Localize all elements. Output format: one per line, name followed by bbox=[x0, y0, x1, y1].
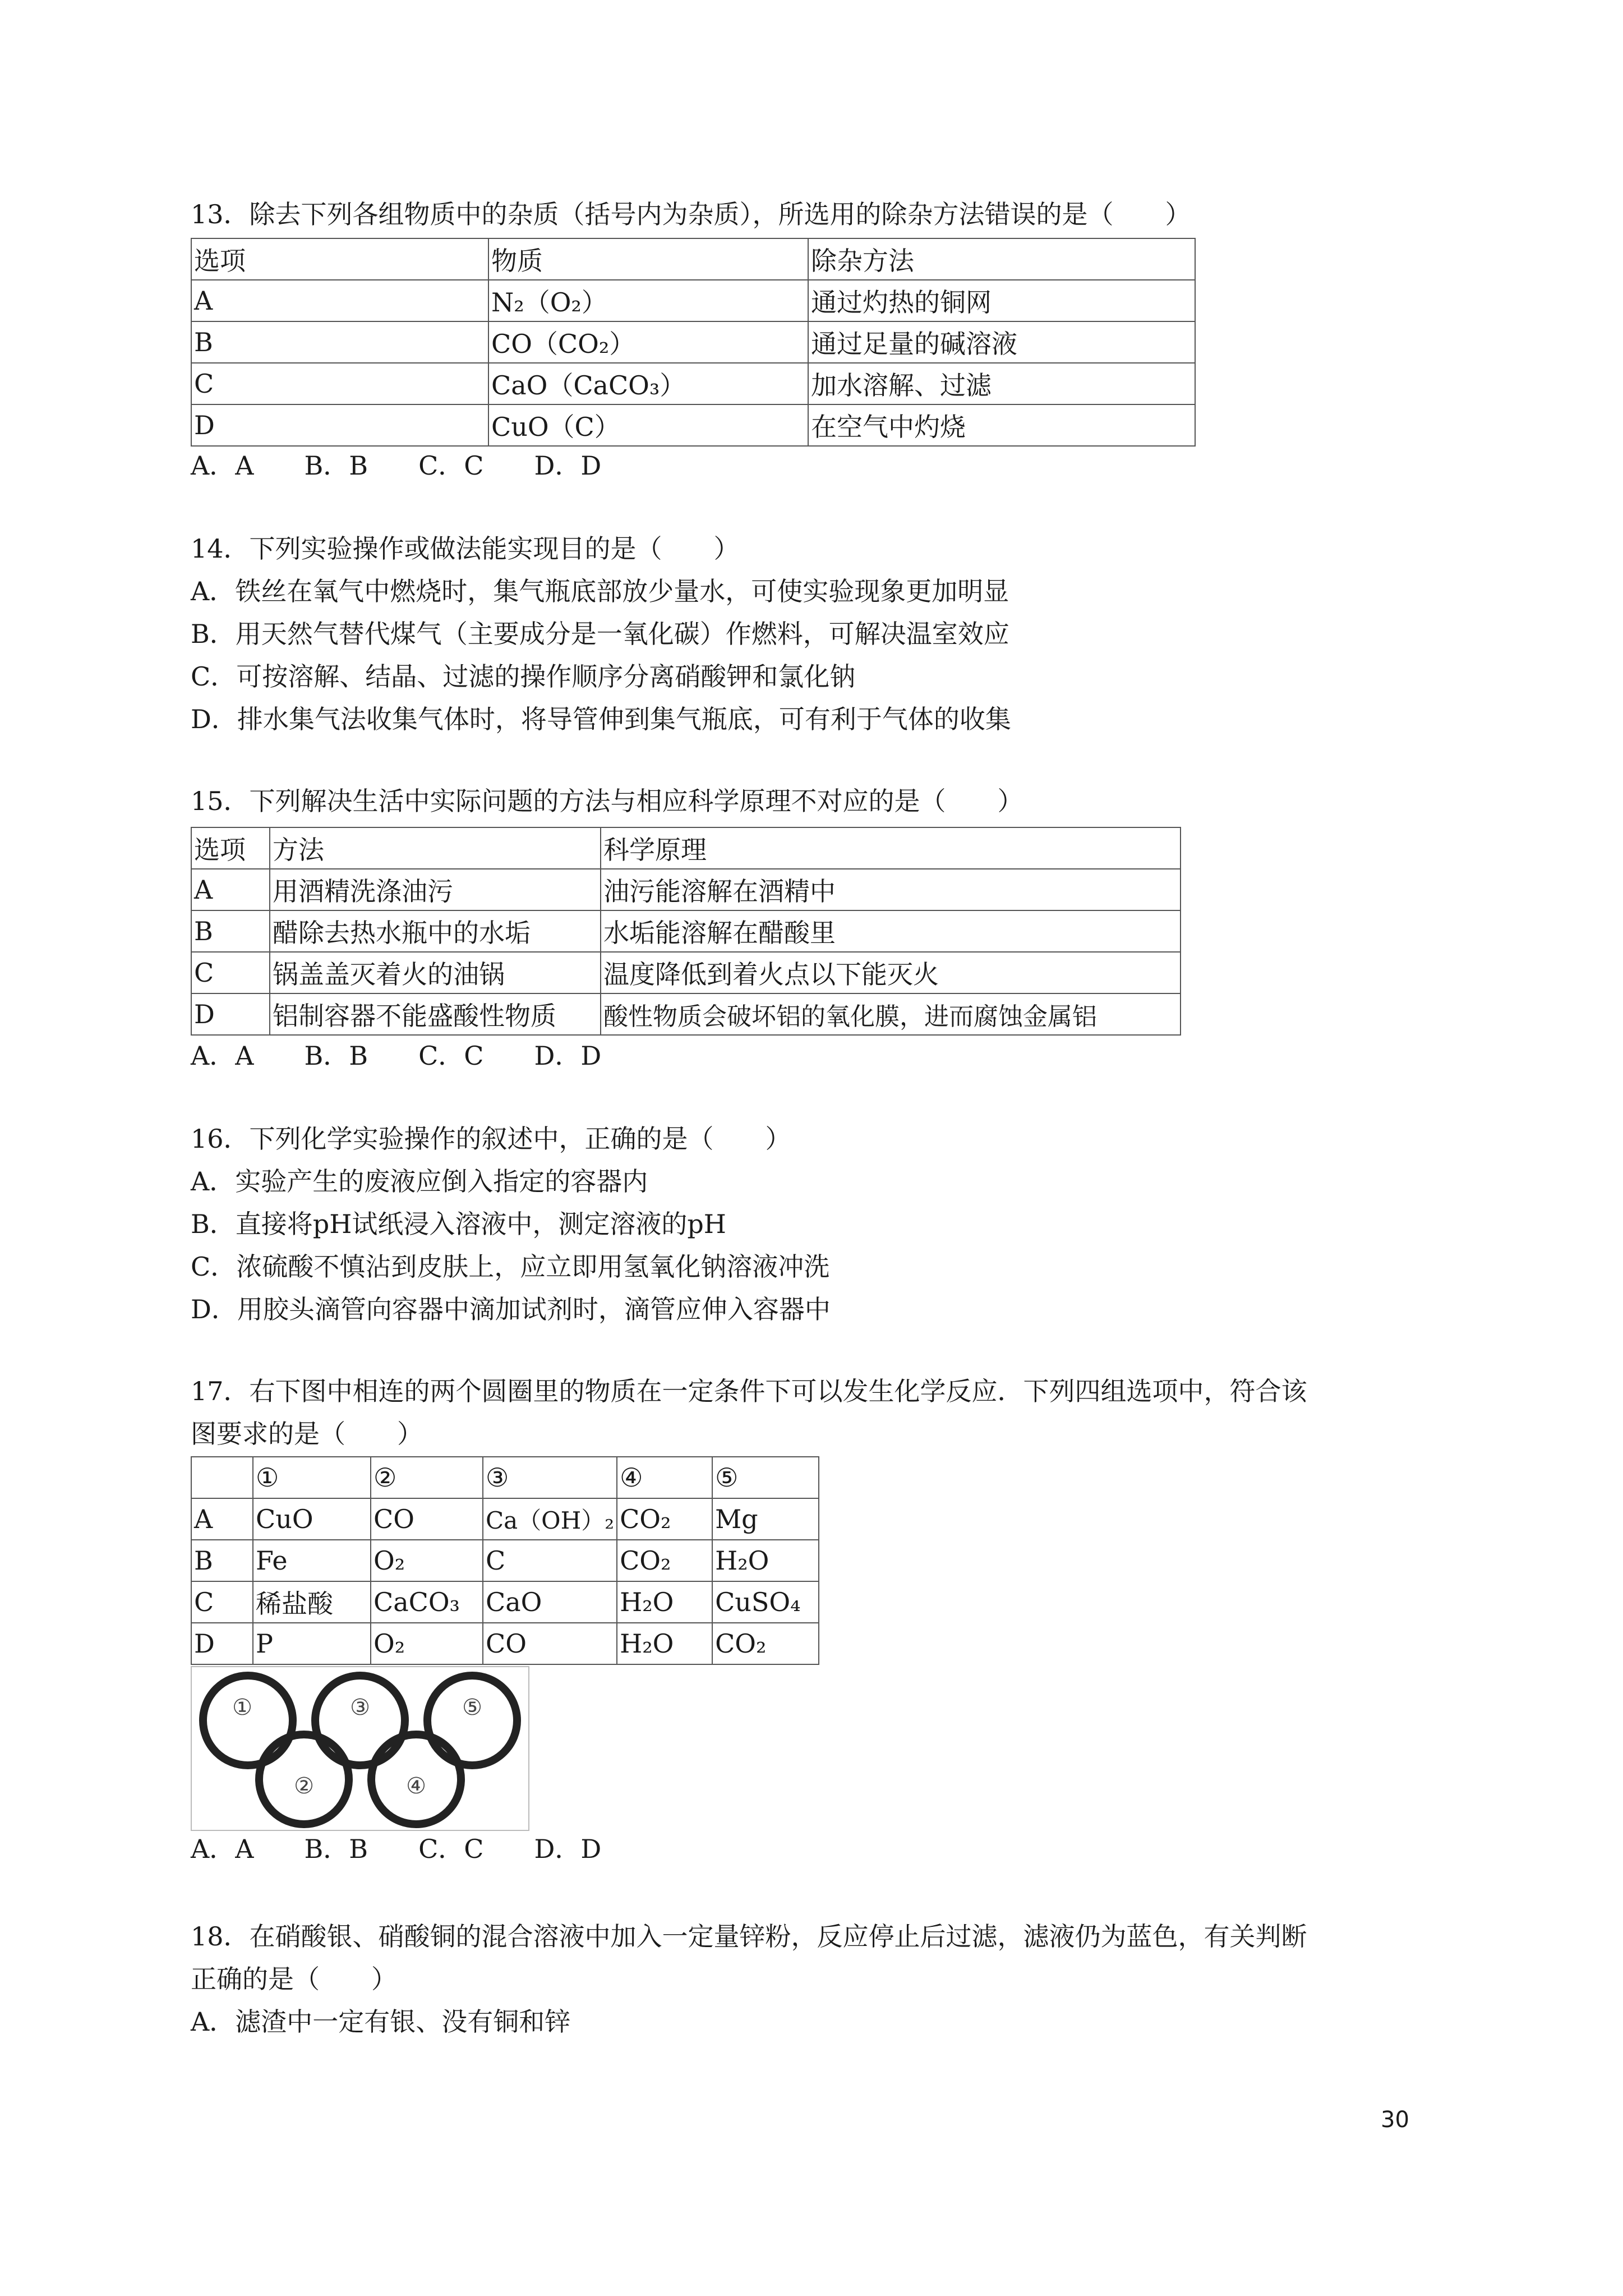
table-cell: O₂ bbox=[371, 1623, 483, 1664]
table-cell: B bbox=[191, 321, 488, 363]
header-cell: ③ bbox=[483, 1457, 617, 1498]
option-c: C．C bbox=[418, 1834, 484, 1864]
ring-label-1: ① bbox=[232, 1695, 252, 1720]
header-cell: ④ bbox=[617, 1457, 712, 1498]
option-d: D．D bbox=[534, 1834, 602, 1864]
table-cell: CO₂ bbox=[617, 1540, 712, 1581]
option-a: A．A bbox=[191, 1834, 254, 1864]
q15-stem: 15．下列解决生活中实际问题的方法与相应科学原理不对应的是（ ） bbox=[191, 786, 1023, 816]
table-cell: D bbox=[191, 993, 270, 1035]
ring-3 bbox=[315, 1676, 405, 1765]
q17-stem-line1: 17．右下图中相连的两个圆圈里的物质在一定条件下可以发生化学反应．下列四组选项中，符合该 bbox=[191, 1376, 1307, 1406]
ring-diagram bbox=[191, 1666, 529, 1831]
table-cell: H₂O bbox=[712, 1540, 819, 1581]
ring-label-4: ④ bbox=[406, 1773, 426, 1799]
table-row bbox=[191, 1540, 819, 1581]
option-a: A．A bbox=[191, 1041, 254, 1071]
q14-choice-d: D．排水集气法收集气体时，将导管伸到集气瓶底，可有利于气体的收集 bbox=[191, 704, 1011, 734]
table-cell: Fe bbox=[253, 1540, 371, 1581]
table-cell: 温度降低到着火点以下能灭火 bbox=[601, 952, 1181, 993]
table-cell: CuSO₄ bbox=[712, 1581, 819, 1623]
table-cell: A bbox=[191, 869, 270, 910]
table-cell: CO₂ bbox=[617, 1498, 712, 1540]
table-cell: D bbox=[191, 1623, 253, 1664]
table-cell: CuO（C） bbox=[488, 404, 808, 446]
q15-table bbox=[191, 827, 1181, 1036]
table-cell: 铝制容器不能盛酸性物质 bbox=[270, 993, 601, 1035]
header-cell: ① bbox=[253, 1457, 371, 1498]
table-row bbox=[191, 280, 1195, 321]
table-row bbox=[191, 993, 1181, 1035]
q18-stem-line1: 18．在硝酸银、硝酸铜的混合溶液中加入一定量锌粉，反应停止后过滤，滤液仍为蓝色，有关判断 bbox=[191, 1921, 1307, 1952]
header-cell: 除杂方法 bbox=[808, 238, 1195, 280]
table-cell: CaCO₃ bbox=[371, 1581, 483, 1623]
table-cell: 油污能溶解在酒精中 bbox=[601, 869, 1181, 910]
table-cell: D bbox=[191, 404, 488, 446]
table-cell: CO（CO₂） bbox=[488, 321, 808, 363]
q18-stem-line2: 正确的是（ ） bbox=[191, 1964, 397, 1994]
q14-choice-c: C．可按溶解、结晶、过滤的操作顺序分离硝酸钾和氯化钠 bbox=[191, 661, 856, 692]
option-d: D．D bbox=[534, 1041, 602, 1071]
table-row bbox=[191, 404, 1195, 446]
header-cell bbox=[191, 1457, 253, 1498]
option-b: B．B bbox=[304, 1834, 368, 1864]
table-cell: H₂O bbox=[617, 1623, 712, 1664]
q15-options bbox=[191, 1039, 652, 1073]
q14-choice-a: A．铁丝在氧气中燃烧时，集气瓶底部放少量水，可使实验现象更加明显 bbox=[191, 576, 1009, 606]
table-cell: 稀盐酸 bbox=[253, 1581, 371, 1623]
table-cell: C bbox=[483, 1540, 617, 1581]
table-cell: C bbox=[191, 1581, 253, 1623]
table-cell: 在空气中灼烧 bbox=[808, 404, 1195, 446]
table-cell: C bbox=[191, 952, 270, 993]
ring-5 bbox=[427, 1676, 517, 1765]
q16-choice-a: A．实验产生的废液应倒入指定的容器内 bbox=[191, 1166, 648, 1197]
q16-choice-b: B．直接将pH试纸浸入溶液中，测定溶液的pH bbox=[191, 1209, 726, 1239]
table-row bbox=[191, 952, 1181, 993]
option-c: C．C bbox=[418, 1041, 484, 1071]
ring-1 bbox=[203, 1676, 293, 1765]
q14-choice-b: B．用天然气替代煤气（主要成分是一氧化碳）作燃料，可解决温室效应 bbox=[191, 619, 1009, 649]
q17-stem-line2: 图要求的是（ ） bbox=[191, 1419, 423, 1449]
table-cell: P bbox=[253, 1623, 371, 1664]
table-cell: B bbox=[191, 1540, 253, 1581]
option-c: C．C bbox=[418, 450, 484, 481]
table-cell: 通过足量的碱溶液 bbox=[808, 321, 1195, 363]
table-row bbox=[191, 1457, 819, 1498]
header-cell: 物质 bbox=[488, 238, 808, 280]
ring-label-5: ⑤ bbox=[462, 1695, 482, 1720]
ring-label-2: ② bbox=[294, 1773, 314, 1799]
table-cell: 通过灼热的铜网 bbox=[808, 280, 1195, 321]
table-row bbox=[191, 363, 1195, 404]
table-cell: H₂O bbox=[617, 1581, 712, 1623]
table-cell: 用酒精洗涤油污 bbox=[270, 869, 601, 910]
option-b: B．B bbox=[304, 1041, 368, 1071]
header-cell: 选项 bbox=[191, 827, 270, 869]
option-d: D．D bbox=[534, 450, 602, 481]
option-a: A．A bbox=[191, 450, 254, 481]
table-cell: CO bbox=[371, 1498, 483, 1540]
table-cell: 醋除去热水瓶中的水垢 bbox=[270, 910, 601, 952]
table-cell: 锅盖盖灭着火的油锅 bbox=[270, 952, 601, 993]
table-row bbox=[191, 869, 1181, 910]
table-cell: CO bbox=[483, 1623, 617, 1664]
option-b: B．B bbox=[304, 450, 368, 481]
table-cell: 加水溶解、过滤 bbox=[808, 363, 1195, 404]
table-row bbox=[191, 1498, 819, 1540]
table-cell: Ca（OH）₂ bbox=[483, 1498, 617, 1540]
header-cell: ⑤ bbox=[712, 1457, 819, 1498]
q13-stem: 13．除去下列各组物质中的杂质（括号内为杂质），所选用的除杂方法错误的是（ ） bbox=[191, 199, 1191, 229]
table-cell: CaO bbox=[483, 1581, 617, 1623]
header-cell: ② bbox=[371, 1457, 483, 1498]
table-cell: 水垢能溶解在醋酸里 bbox=[601, 910, 1181, 952]
q16-choice-c: C．浓硫酸不慎沾到皮肤上，应立即用氢氧化钠溶液冲洗 bbox=[191, 1251, 830, 1282]
rings-svg bbox=[192, 1667, 528, 1830]
q17-table bbox=[191, 1456, 819, 1665]
q13-options bbox=[191, 449, 652, 482]
table-cell: B bbox=[191, 910, 270, 952]
header-cell: 方法 bbox=[270, 827, 601, 869]
table-cell: O₂ bbox=[371, 1540, 483, 1581]
page-number: 30 bbox=[1381, 2107, 1409, 2133]
table-cell: CuO bbox=[253, 1498, 371, 1540]
q16-choice-d: D．用胶头滴管向容器中滴加试剂时，滴管应伸入容器中 bbox=[191, 1294, 831, 1324]
table-cell: Mg bbox=[712, 1498, 819, 1540]
q17-options bbox=[191, 1832, 652, 1866]
q16-stem: 16．下列化学实验操作的叙述中，正确的是（ ） bbox=[191, 1124, 791, 1154]
table-row bbox=[191, 910, 1181, 952]
table-row bbox=[191, 827, 1181, 869]
table-cell: A bbox=[191, 1498, 253, 1540]
header-cell: 科学原理 bbox=[601, 827, 1181, 869]
table-row bbox=[191, 321, 1195, 363]
table-row bbox=[191, 1623, 819, 1664]
table-row bbox=[191, 238, 1195, 280]
q14-stem: 14．下列实验操作或做法能实现目的是（ ） bbox=[191, 533, 740, 564]
table-cell: 酸性物质会破坏铝的氧化膜，进而腐蚀金属铝 bbox=[601, 993, 1181, 1035]
q18-choice-a: A．滤渣中一定有银、没有铜和锌 bbox=[191, 2007, 571, 2037]
header-cell: 选项 bbox=[191, 238, 488, 280]
table-cell: CaO（CaCO₃） bbox=[488, 363, 808, 404]
table-cell: CO₂ bbox=[712, 1623, 819, 1664]
table-cell: N₂（O₂） bbox=[488, 280, 808, 321]
table-cell: C bbox=[191, 363, 488, 404]
table-cell: A bbox=[191, 280, 488, 321]
q13-table bbox=[191, 238, 1196, 447]
ring-label-3: ③ bbox=[350, 1695, 370, 1720]
table-row bbox=[191, 1581, 819, 1623]
